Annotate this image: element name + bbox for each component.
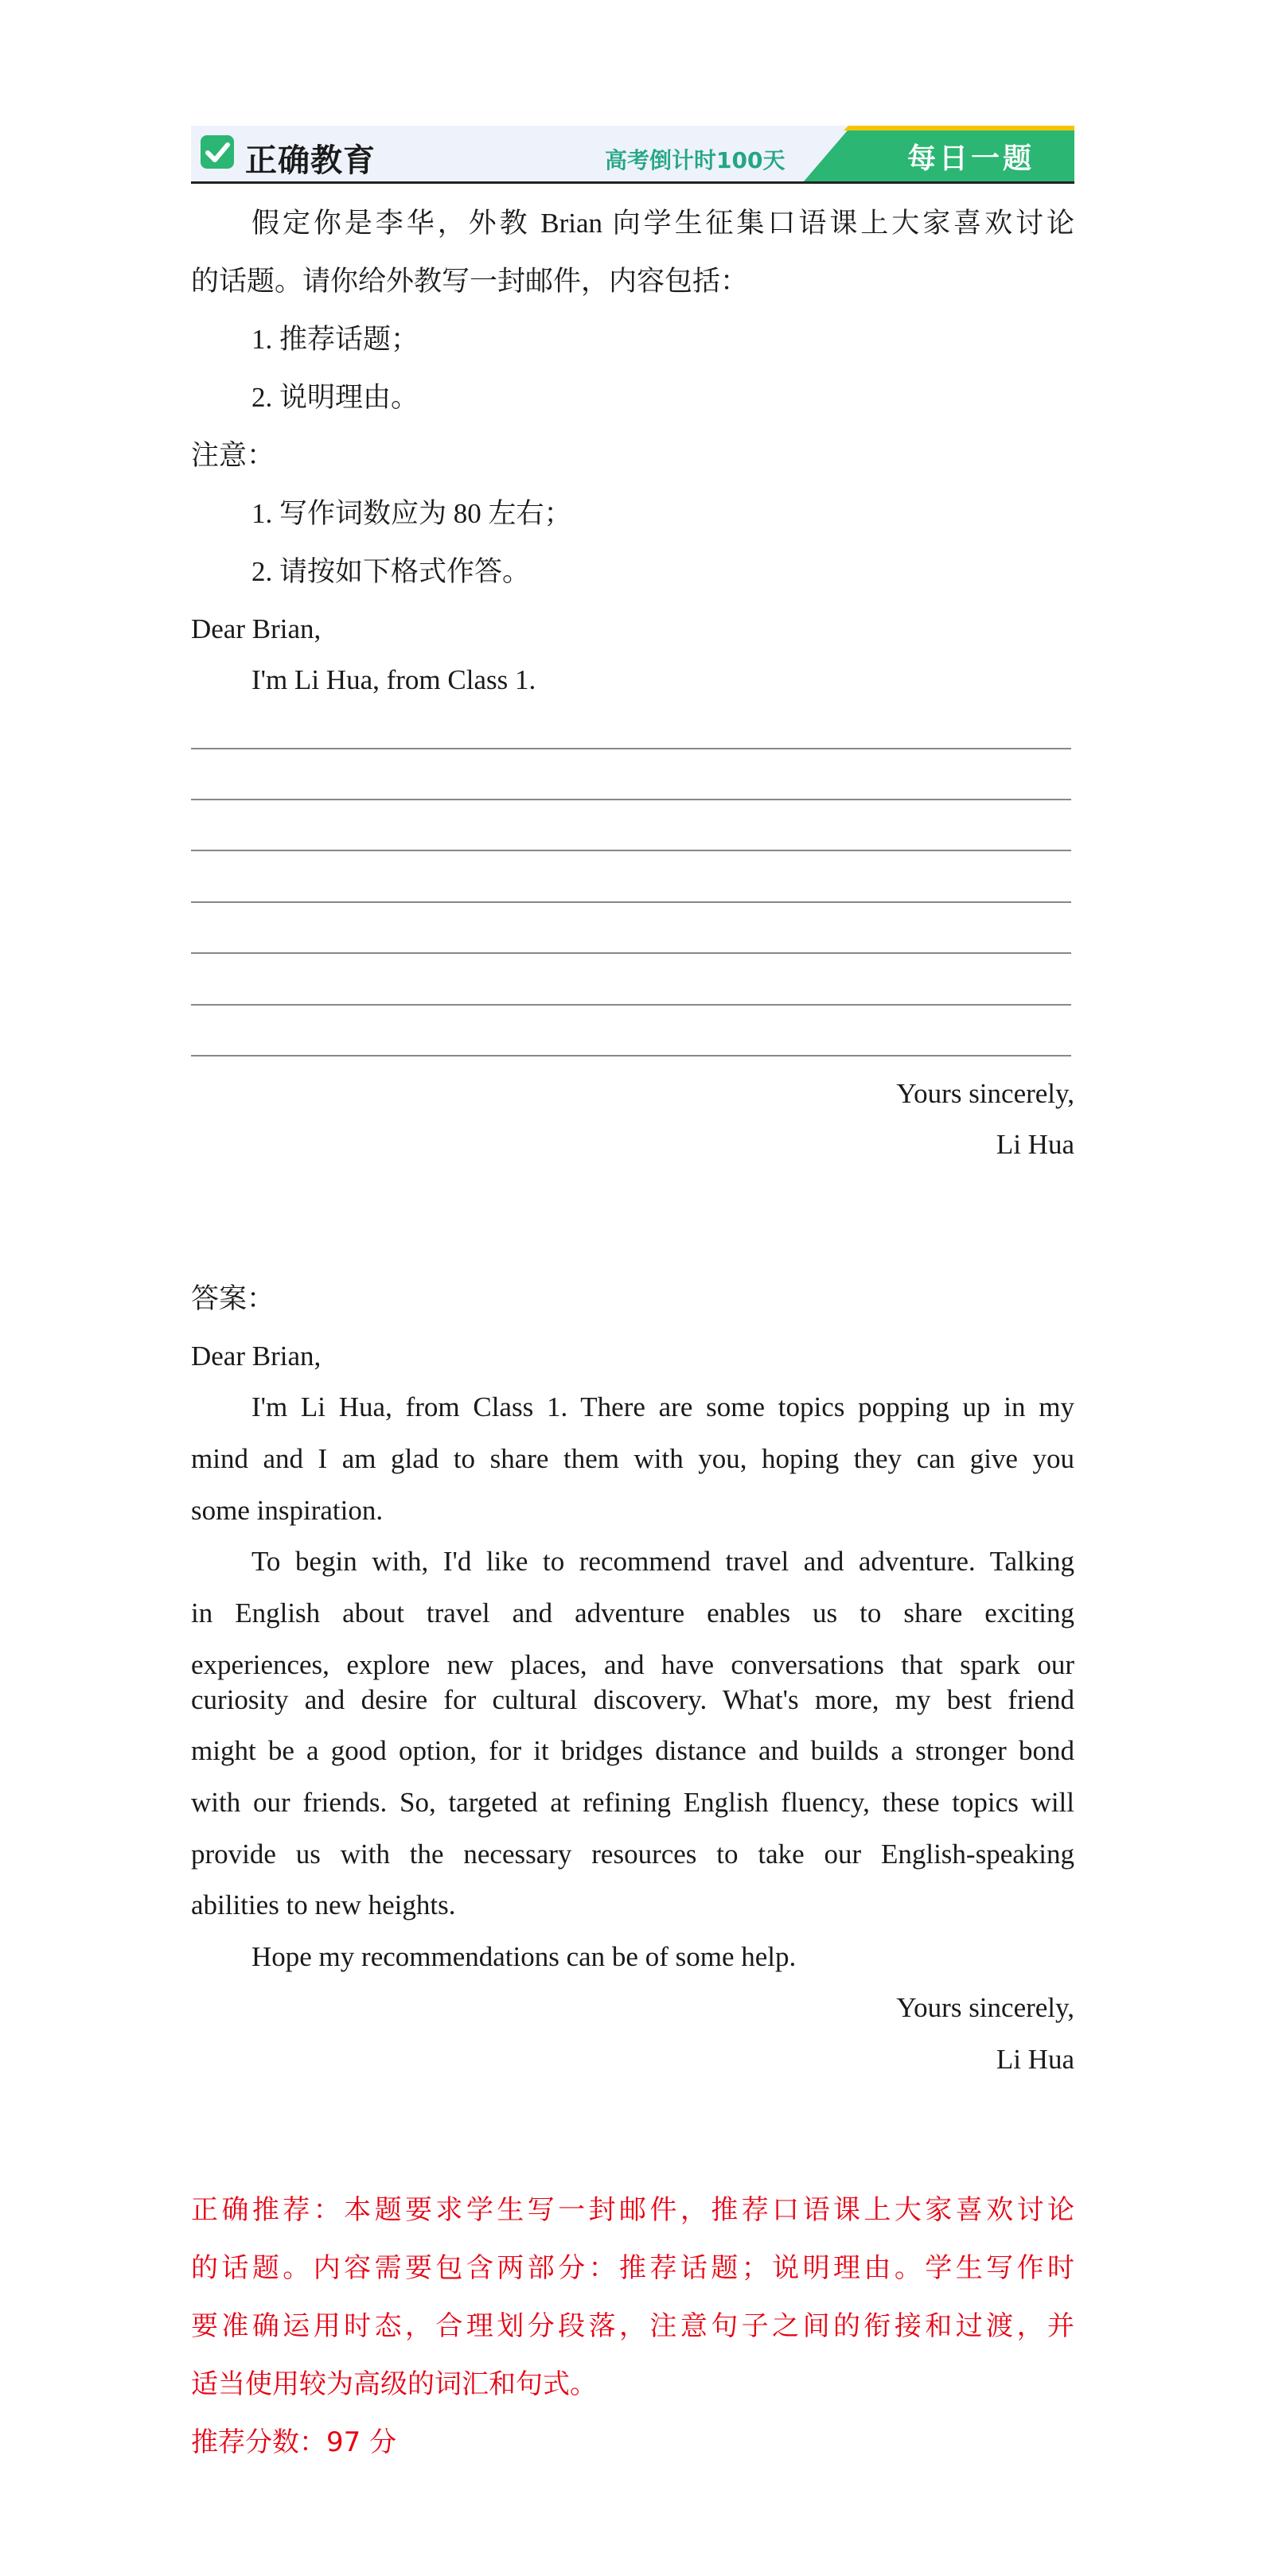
commentary-line-1: 正确推荐：本题要求学生写一封邮件，推荐口语课上大家喜欢讨论 (191, 2194, 1074, 2226)
requirement-item-2: 2. 说明理由。 (251, 382, 419, 413)
writing-line (191, 850, 1071, 851)
writing-line (191, 952, 1071, 954)
answer-p2-line-3: experiences, explore new places, and have conversations that spark our (191, 1649, 1074, 1680)
header-banner (191, 126, 1074, 184)
answer-closing: Yours sincerely, (896, 1992, 1074, 2023)
answer-p1-line-2: mind and I am glad to share them with you, hoping they can give you (191, 1443, 1074, 1474)
answer-signature: Li Hua (996, 2044, 1074, 2075)
writing-line (191, 799, 1071, 800)
answer-label: 答案： (191, 1283, 275, 1314)
note-label: 注意： (191, 440, 275, 471)
answer-p2-line-6: with our friends. So, targeted at refining English fluency, these topics will (191, 1787, 1074, 1818)
answer-p2-line-7: provide us with the necessary resources to take our English-speaking (191, 1839, 1074, 1870)
answer-p2-line-8: abilities to new heights. (191, 1889, 456, 1920)
letter-closing: Yours sincerely, (896, 1078, 1074, 1109)
answer-p1-line-1: I'm Li Hua, from Class 1. There are some topics popping up in my (251, 1391, 1074, 1422)
daily-question-label: 每日一题 (906, 142, 1035, 175)
requirement-item-1: 1. 推荐话题； (251, 324, 419, 355)
note-item-1: 1. 写作词数应为 80 左右； (251, 498, 572, 529)
checkmark-icon (201, 135, 234, 169)
letter-signature: Li Hua (996, 1129, 1074, 1160)
note-item-2: 2. 请按如下格式作答。 (251, 556, 531, 587)
daily-question-tab (804, 126, 1074, 181)
answer-p3: Hope my recommendations can be of some help. (251, 1941, 797, 1972)
commentary-line-4: 适当使用较为高级的词汇和句式。 (191, 2368, 597, 2400)
recommended-score: 推荐分数：97 分 (191, 2426, 397, 2458)
writing-line (191, 748, 1071, 749)
countdown-label: 高考倒计时100天 (605, 147, 785, 173)
answer-p2-line-5: might be a good option, for it bridges distance and builds a stronger bond (191, 1735, 1074, 1766)
answer-p2-line-2: in English about travel and adventure enables us to share exciting (191, 1597, 1074, 1628)
writing-line (191, 901, 1071, 903)
commentary-line-2: 的话题。内容需要包含两部分：推荐话题；说明理由。学生写作时 (191, 2252, 1074, 2284)
writing-line (191, 1055, 1071, 1056)
answer-p1-line-3: some inspiration. (191, 1495, 384, 1526)
writing-line (191, 1004, 1071, 1006)
brand-name: 正确教育 (245, 142, 376, 179)
letter-greeting: Dear Brian, (191, 613, 322, 644)
letter-opening: I'm Li Hua, from Class 1. (251, 664, 536, 695)
answer-greeting: Dear Brian, (191, 1341, 322, 1372)
answer-p2-line-1: To begin with, I'd like to recommend travel and adventure. Talking (251, 1546, 1074, 1577)
commentary-line-3: 要准确运用时态，合理划分段落，注意句子之间的衔接和过渡，并 (191, 2310, 1074, 2342)
answer-p2-line-4: curiosity and desire for cultural discovery. What's more, my best friend (191, 1684, 1074, 1715)
prompt-line-1: 假定你是李华，外教 Brian 向学生征集口语课上大家喜欢讨论 (251, 208, 1074, 239)
prompt-line-2: 的话题。请你给外教写一封邮件，内容包括： (191, 266, 749, 297)
